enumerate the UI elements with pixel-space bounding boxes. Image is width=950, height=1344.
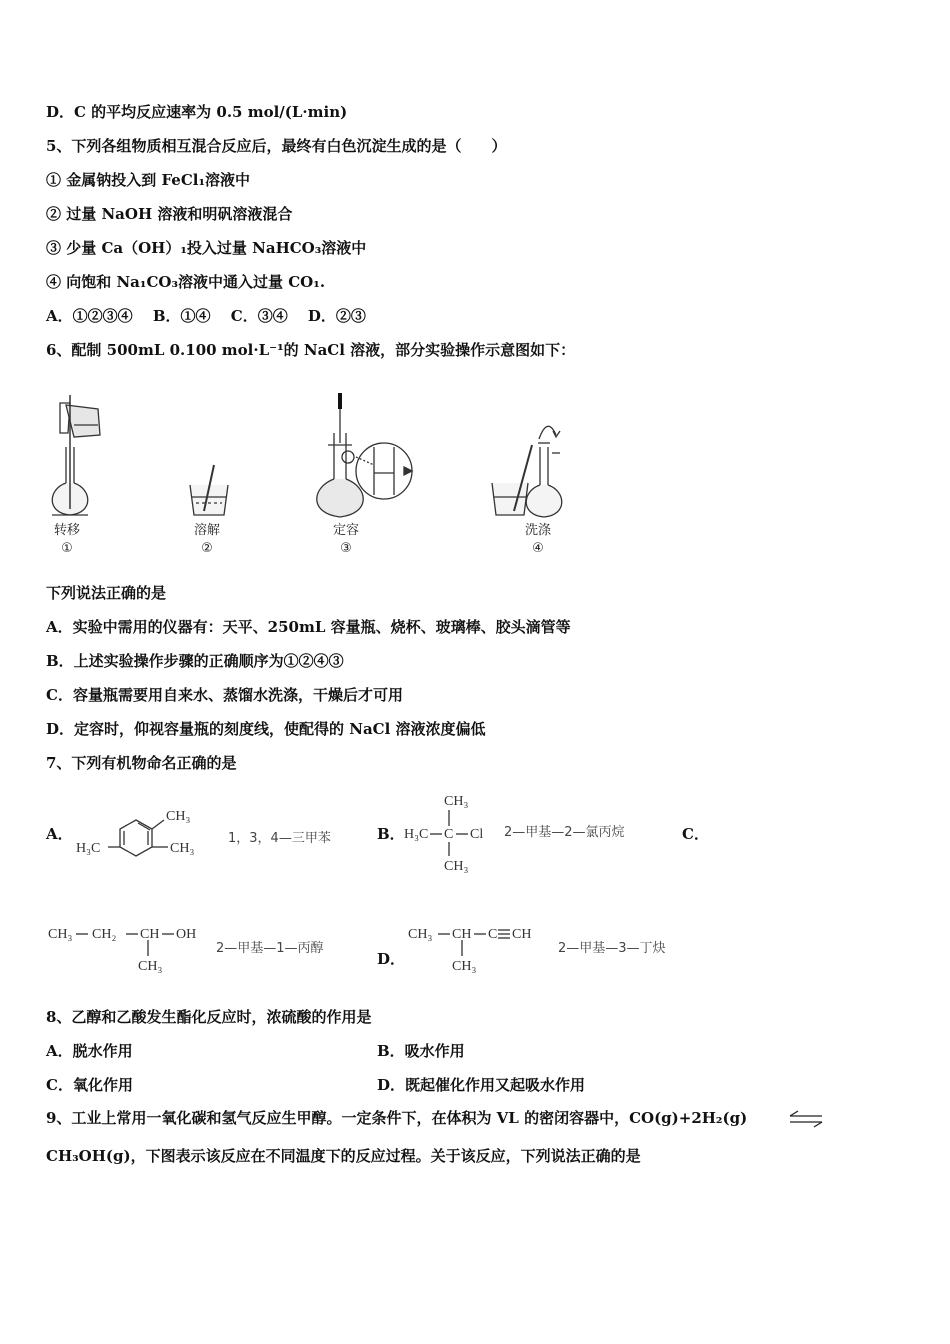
q7-b-c: C	[444, 827, 454, 842]
q7-stem: 7、下列有机物命名正确的是	[46, 754, 237, 772]
q7-c-oh: OH	[176, 927, 197, 942]
beaker-dissolve-icon	[190, 465, 228, 515]
step-4-num: ④	[532, 541, 544, 556]
transfer-apparatus-icon	[52, 395, 100, 515]
q7-d-ch: CH	[452, 927, 472, 942]
q8-option-c: C．氧化作用	[46, 1076, 133, 1094]
q7-c-name: 2—甲基—1—丙醇	[216, 941, 324, 956]
q7-c-ch3-sub: CH₃	[138, 959, 163, 974]
q5-options: A．①②③④ B．①④ C．③④ D．②③	[46, 307, 366, 325]
step-2-num: ②	[201, 541, 213, 556]
q7-d-name: 2—甲基—3—丁炔	[558, 941, 666, 956]
q6-option-d: D．定容时，仰视容量瓶的刻度线，使配得的 NaCl 溶液浓度偏低	[46, 720, 486, 738]
q7-c-label: C．	[682, 825, 709, 843]
q5-item-2: ② 过量 NaOH 溶液和明矾溶液混合	[46, 205, 293, 223]
step-4-label: 洗涤	[524, 523, 552, 538]
q7-c-ch3: CH₃	[48, 927, 73, 942]
q7-a-ch3-top: CH₃	[166, 809, 191, 824]
q7-b-structure	[400, 788, 670, 878]
washing-apparatus-icon	[492, 426, 562, 517]
q7-d-c: C	[488, 927, 498, 942]
step-3-num: ③	[340, 541, 352, 556]
step-2-label: 溶解	[193, 523, 221, 538]
q6-stem: 6、配制 500mL 0.100 mol·L⁻¹的 NaCl 溶液，部分实验操作示意图如下：	[46, 341, 576, 359]
q9-line-1: 9、工业上常用一氧化碳和氢气反应生甲醇。一定条件下，在体积为 VL 的密闭容器中，CO(g)+2H₂(g)	[46, 1109, 748, 1127]
q6-option-c: C．容量瓶需要用自来水、蒸馏水洗涤，干燥后才可用	[46, 686, 403, 704]
q8-option-a: A．脱水作用	[46, 1042, 133, 1060]
q7-c-ch2: CH₂	[92, 927, 117, 942]
q7-d-ch3: CH₃	[408, 927, 433, 942]
q7-b-ch3-top: CH₃	[444, 794, 469, 809]
q8-option-d: D．既起催化作用又起吸水作用	[377, 1076, 586, 1094]
q7-a-name: 1，3，4—三甲苯	[228, 831, 331, 846]
q9-line-2: CH₃OH(g)，下图表示该反应在不同温度下的反应过程。关于该反应，下列说法正确的是	[46, 1147, 641, 1165]
q7-a-ch3-right: CH₃	[170, 841, 195, 856]
q7-a-label: A．	[46, 825, 73, 843]
q7-b-label: B．	[377, 825, 405, 843]
q6-experiment-figure	[44, 385, 574, 563]
q5-item-1: ① 金属钠投入到 FeCl₁溶液中	[46, 171, 251, 189]
q7-d-label: D．	[377, 950, 406, 968]
q6-option-a: A．实验中需用的仪器有：天平、250mL 容量瓶、烧杯、玻璃棒、胶头滴管等	[46, 618, 571, 636]
q7-a-h3c: H₃C	[76, 841, 101, 856]
q7-d-ch3-sub: CH₃	[452, 959, 477, 974]
q7-b-cl: Cl	[470, 827, 484, 842]
step-3-label: 定容	[332, 523, 360, 538]
q8-stem: 8、乙醇和乙酸发生酯化反应时，浓硫酸的作用是	[46, 1008, 372, 1026]
q6-option-b: B．上述实验操作步骤的正确顺序为①②④③	[46, 652, 344, 670]
q5-stem: 5、下列各组物质相互混合反应后，最终有白色沉淀生成的是（ ）	[46, 137, 507, 155]
q7-a-structure	[72, 800, 352, 870]
equilibrium-arrow-icon	[788, 1110, 824, 1128]
q7-b-ch3-bottom: CH₃	[444, 859, 469, 874]
q7-d-structure	[406, 918, 706, 978]
step-1-num: ①	[61, 541, 73, 556]
volumetric-flask-icon	[317, 393, 412, 517]
q8-option-b: B．吸水作用	[377, 1042, 465, 1060]
q6-prompt: 下列说法正确的是	[46, 584, 167, 602]
q7-b-name: 2—甲基—2—氯丙烷	[504, 825, 625, 840]
q7-c-structure	[46, 918, 366, 978]
q5-item-4: ④ 向饱和 Na₁CO₃溶液中通入过量 CO₁.	[46, 273, 326, 291]
q7-d-ch-end: CH	[512, 927, 532, 942]
q5-item-3: ③ 少量 Ca（OH）₁投入过量 NaHCO₃溶液中	[46, 239, 367, 257]
step-1-label: 转移	[53, 523, 81, 538]
q7-c-ch: CH	[140, 927, 160, 942]
q7-b-h3c: H₃C	[404, 827, 429, 842]
q4-option-d: D．C 的平均反应速率为 0.5 mol/(L·min)	[46, 103, 348, 121]
